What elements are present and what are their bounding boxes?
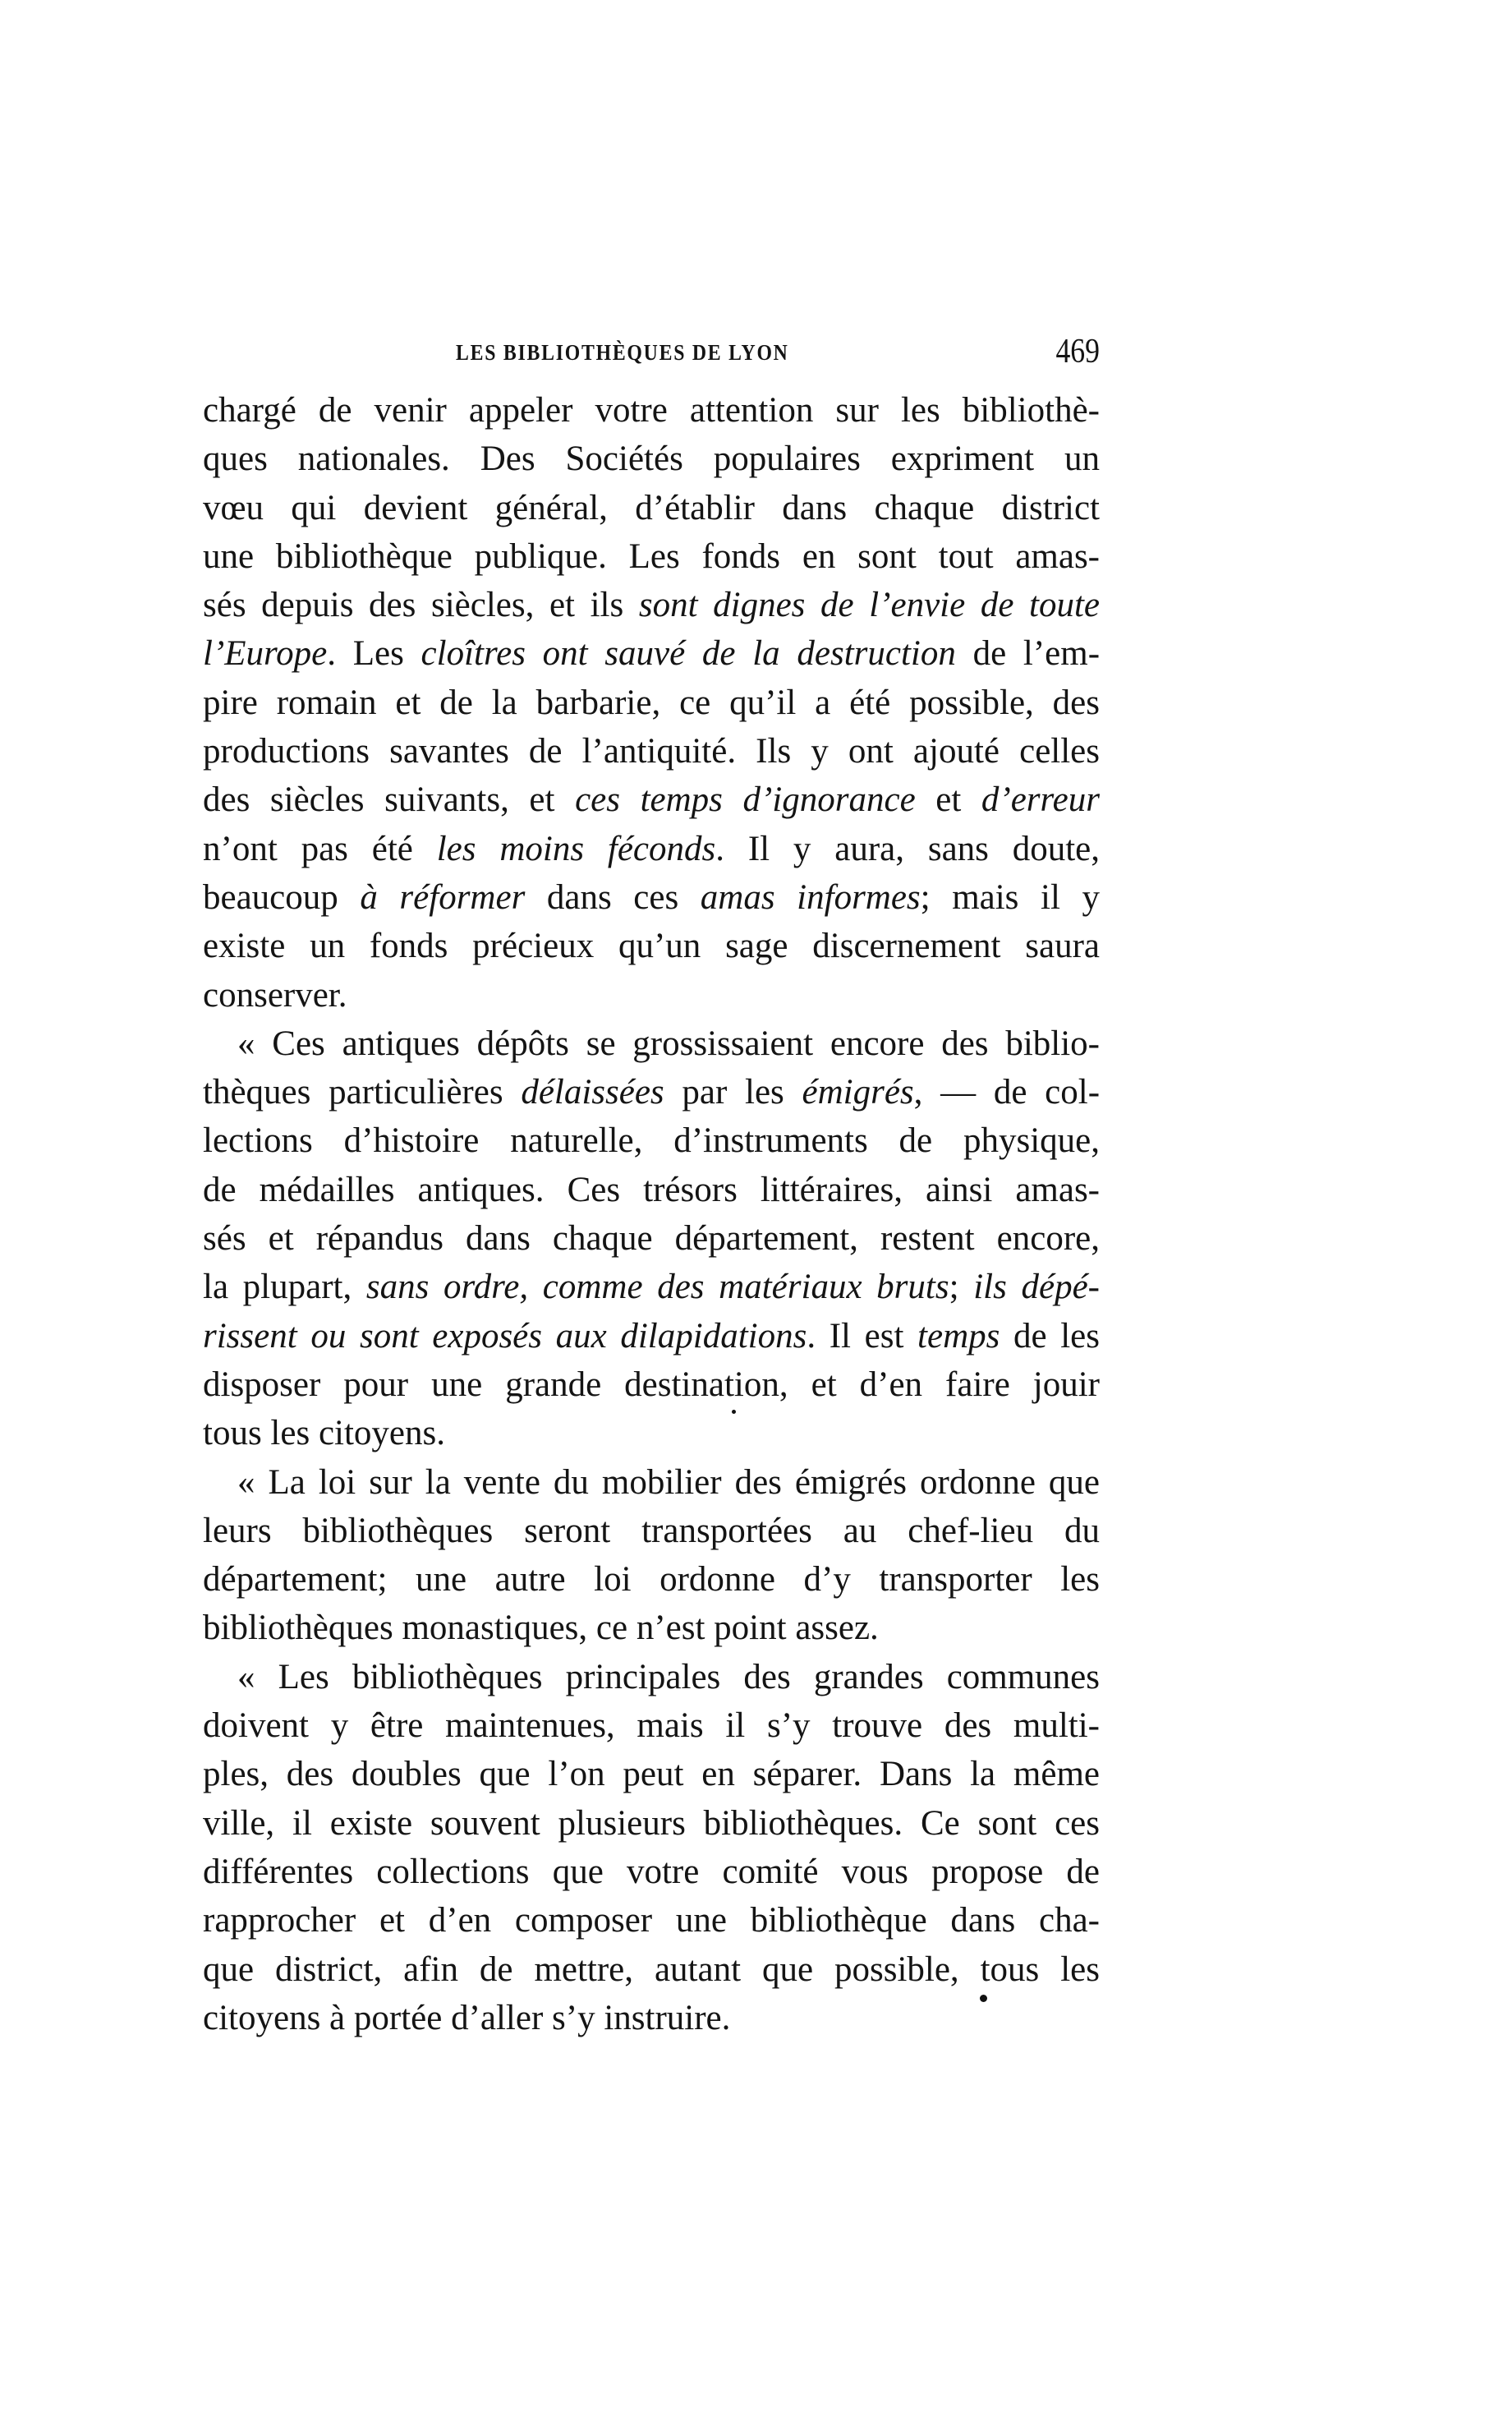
text-line: [203, 1750, 1100, 1798]
text-line: [203, 1945, 1100, 1994]
italic-span: délaissées: [521, 1073, 664, 1112]
text-line: [203, 1166, 1100, 1214]
text-line: [203, 484, 1100, 532]
text-line: [203, 1653, 1100, 1701]
text-line: [203, 1458, 1100, 1507]
running-title: LES BIBLIOTHÈQUES DE LYON: [456, 340, 789, 365]
text-span: de l’em-: [955, 634, 1101, 674]
text-span: disposer pour une grande destination, et d’en faire jouir: [203, 1365, 1100, 1404]
text-line: [203, 825, 1100, 873]
text-span: ;: [949, 1268, 974, 1307]
text-span: thèques particulières: [203, 1073, 522, 1112]
text-line: [203, 873, 1100, 922]
text-line: [203, 1020, 1100, 1068]
italic-span: ils dépé-: [973, 1268, 1100, 1307]
text-span: conserver.: [203, 975, 347, 1015]
italic-span: cloîtres ont sauvé de la destruction: [421, 634, 956, 674]
text-span: leurs bibliothèques seront transportées au chef-lieu du: [203, 1511, 1100, 1550]
text-span: département; une autre loi ordonne d’y transporter les: [203, 1560, 1100, 1600]
italic-span: d’erreur: [981, 780, 1100, 820]
text-line: [203, 922, 1100, 970]
text-span: une bibliothèque publique. Les fonds en sont tout amas-: [203, 536, 1100, 576]
text-span: sés et répandus dans chaque département, restent encore,: [203, 1219, 1100, 1259]
text-line: [203, 1409, 1100, 1457]
italic-span: l’Europe: [203, 634, 328, 674]
text-span: sés depuis des siècles, et ils: [203, 586, 639, 625]
text-line: [203, 1799, 1100, 1848]
italic-span: rissent ou sont exposés aux dilapidations: [203, 1316, 807, 1356]
text-span: par les: [664, 1073, 802, 1112]
text-span: ques nationales. Des Sociétés populaires expriment un: [203, 440, 1100, 479]
text-span: beaucoup: [203, 877, 361, 917]
text-line: [203, 581, 1100, 629]
text-span: que district, afin de mettre, autant que possible, tous les: [203, 1949, 1100, 1989]
text-line: [203, 727, 1100, 776]
text-span: pire romain et de la barbarie, ce qu’il a été possible, des: [203, 683, 1100, 722]
italic-span: temps: [917, 1316, 1000, 1356]
italic-span: sans ordre, comme des matériaux bruts: [365, 1268, 949, 1307]
text-line: [203, 1507, 1100, 1555]
text-line: [203, 1994, 1100, 2042]
text-span: citoyens à portée d’aller s’y instruire.: [203, 1998, 731, 2037]
text-span: « Ces antiques dépôts se grossissaient encore des biblio-: [237, 1024, 1100, 1063]
text-span: ville, il existe souvent plusieurs bibliothèques. Ce sont ces: [203, 1803, 1100, 1843]
text-line: [203, 1263, 1100, 1311]
italic-span: amas informes: [700, 877, 921, 917]
text-span: de médailles antiques. Ces trésors littéraires, ainsi amas-: [203, 1170, 1100, 1209]
text-line: [203, 1312, 1100, 1360]
text-span: des siècles suivants, et: [203, 780, 576, 820]
text-span: . Il y aura, sans doute,: [715, 829, 1101, 868]
text-line: [203, 1068, 1100, 1116]
text-span: doivent y être maintenues, mais il s’y trouve des multi-: [203, 1706, 1100, 1746]
text-line: [203, 1555, 1100, 1604]
text-span: la plupart,: [203, 1268, 366, 1307]
running-head: [203, 332, 1100, 373]
text-span: rapprocher et d’en composer une bibliothèque dans cha-: [203, 1901, 1100, 1940]
text-span: bibliothèques monastiques, ce n’est point assez.: [203, 1609, 879, 1648]
ink-dot-mark: [980, 1995, 987, 2002]
text-span: . Les: [327, 634, 421, 674]
text-line: [203, 1360, 1100, 1409]
text-span: n’ont pas été: [203, 829, 437, 868]
text-span: existe un fonds précieux qu’un sage discernement saura: [203, 927, 1100, 966]
text-span: différentes collections que votre comité vous propose de: [203, 1852, 1100, 1891]
italic-span: à réformer: [360, 877, 526, 917]
text-line: [203, 386, 1100, 435]
italic-span: sont dignes de l’envie de toute: [638, 586, 1100, 625]
text-line: [203, 435, 1100, 483]
text-line: [203, 776, 1100, 824]
text-span: ; mais il y: [920, 877, 1100, 917]
text-span: vœu qui devient général, d’établir dans chaque district: [203, 488, 1100, 527]
text-line: [203, 1116, 1100, 1165]
text-span: de les: [1000, 1316, 1100, 1356]
ink-speck: [732, 1410, 736, 1414]
text-span: , — de col-: [913, 1073, 1101, 1112]
page-number: 469: [1055, 333, 1100, 371]
text-line: [203, 1214, 1100, 1263]
text-line: [203, 629, 1100, 678]
text-span: et: [915, 780, 981, 820]
body-text: [203, 386, 1100, 2042]
text-span: chargé de venir appeler votre attention sur les bibliothè-: [203, 391, 1100, 430]
text-span: « Les bibliothèques principales des grandes communes: [237, 1657, 1100, 1696]
italic-span: les moins féconds: [436, 829, 716, 868]
italic-span: ces temps d’ignorance: [575, 780, 916, 820]
text-span: dans ces: [525, 877, 701, 917]
text-line: [203, 1604, 1100, 1652]
text-span: productions savantes de l’antiquité. Ils y ont ajouté celles: [203, 732, 1100, 771]
text-line: [203, 1896, 1100, 1945]
text-span: tous les citoyens.: [203, 1414, 445, 1453]
text-line: [203, 971, 1100, 1020]
text-span: ples, des doubles que l’on peut en séparer. Dans la même: [203, 1755, 1100, 1794]
italic-span: émigrés: [802, 1073, 914, 1112]
text-line: [203, 679, 1100, 727]
text-line: [203, 1848, 1100, 1896]
text-span: « La loi sur la vente du mobilier des émigrés ordonne que: [237, 1462, 1100, 1502]
text-span: . Il est: [807, 1316, 918, 1356]
text-line: [203, 1701, 1100, 1750]
text-line: [203, 532, 1100, 581]
text-span: lections d’histoire naturelle, d’instruments de physique,: [203, 1121, 1100, 1161]
